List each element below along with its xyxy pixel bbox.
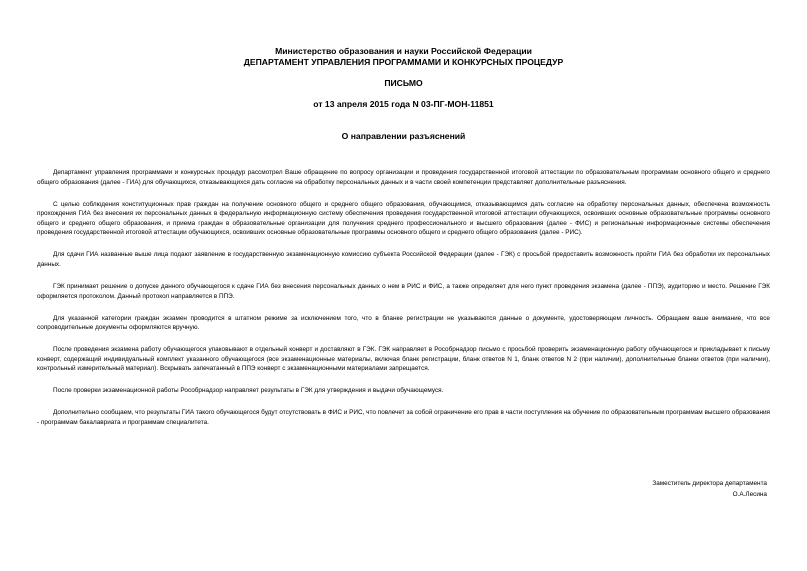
document-subject: О направлении разъяснений — [341, 131, 466, 141]
body-paragraph: С целью соблюдения конституционных прав граждан на получение основного общего и среднего общего образования, обучающимся, отказывающимся дать согласие на обработку персональных данных, обеспечена возможность прохождения ГИА без внесения их персональных данных в федеральную информационную систему обеспечения проведения государственной итоговой аттестации обучающихся, освоивших основные образовательные программы основного общего и среднего общего образования, и приема граждан в образовательные организации для получения среднего профессионального и высшего образования (далее - ФИС) и региональные информационные системы обеспечения проведения государственной итоговой аттестации обучающихся, освоивших основные образовательные программы основного общего и среднего общего образования (далее - РИС). — [37, 200, 770, 237]
ministry-title: Министерство образования и науки Российской Федерации — [275, 46, 532, 56]
body-paragraph: ГЭК принимает решение о допуске данного обучающегося к сдаче ГИА без внесения персональных данных о нем в РИС и ФИС, а также определяет для него пункт проведения экзамена (далее - ППЭ), аудиторию и место. Решение ГЭК оформляется протоколом. Данный протокол направляется в ППЭ. — [37, 282, 770, 300]
document-date-number: от 13 апреля 2015 года N 03-ПГ-МОН-11851 — [313, 99, 494, 109]
body-paragraph: Для сдачи ГИА названные выше лица подают заявление в государственную экзаменационную комиссию субъекта Российской Федерации (далее - ГЭК) с просьбой предоставить возможность пройти ГИА без обработки их персональных данных. — [37, 251, 770, 268]
signature-name: О.А.Лесина — [732, 491, 767, 498]
body-paragraph: После проверки экзаменационной работы Рособрнадзор направляет результаты в ГЭК для утверждения и выдачи обучающемуся. — [53, 387, 444, 395]
department-title: ДЕПАРТАМЕНТ УПРАВЛЕНИЯ ПРОГРАММАМИ И КОНКУРСНЫХ ПРОЦЕДУР — [243, 57, 564, 67]
body-paragraph: После проведения экзамена работу обучающегося упаковывают в отдельный конверт и доставляют в ГЭК. ГЭК направляет в Рособрнадзор письмо с просьбой проверить экзаменационную работу обучающегося и прикладывает к письму конверт, содержащий индивидуальный комплект указанного обучающегося (все экзаменационные материалы, включая бланк регистрации, бланк ответов N 1, бланк ответов N 2 (при наличии), дополнительные бланки ответов (при наличии), контрольный измерительный материал). Вскрывать запечатанный в ППЭ конверт с экзаменационными материалами запрещается. — [37, 346, 770, 373]
letter-body — [37, 168, 770, 440]
document-type: ПИСЬМО — [384, 78, 423, 88]
body-paragraph: Департамент управления программами и конкурсных процедур рассмотрел Ваше обращение по вопросу организации и проведения государственной итоговой аттестации по образовательным программам основного общего и среднего общего образования (далее - ГИА) для обучающихся, отказывающихся дать согласие на обработку персональных данных и в части своей компетенции представляет дополнительные разъяснения. — [37, 169, 770, 186]
body-paragraph: Для указанной категории граждан экзамен проводится в штатном режиме за исключением того, что в бланке регистрации не указываются данные о документе, удостоверяющем личность. Обращаем ваше внимание, что все сопроводительные документы оформляются вручную. — [37, 314, 770, 332]
body-paragraph: Дополнительно сообщаем, что результаты ГИА такого обучающегося будут отсутствовать в ФИС и РИС, что повлечет за собой ограничение его прав в части поступления на обучение по образовательным программам высшего образования - программам бакалавриата и программам специалитета. — [37, 409, 770, 426]
signature-position: Заместитель директора департамента — [652, 480, 767, 487]
